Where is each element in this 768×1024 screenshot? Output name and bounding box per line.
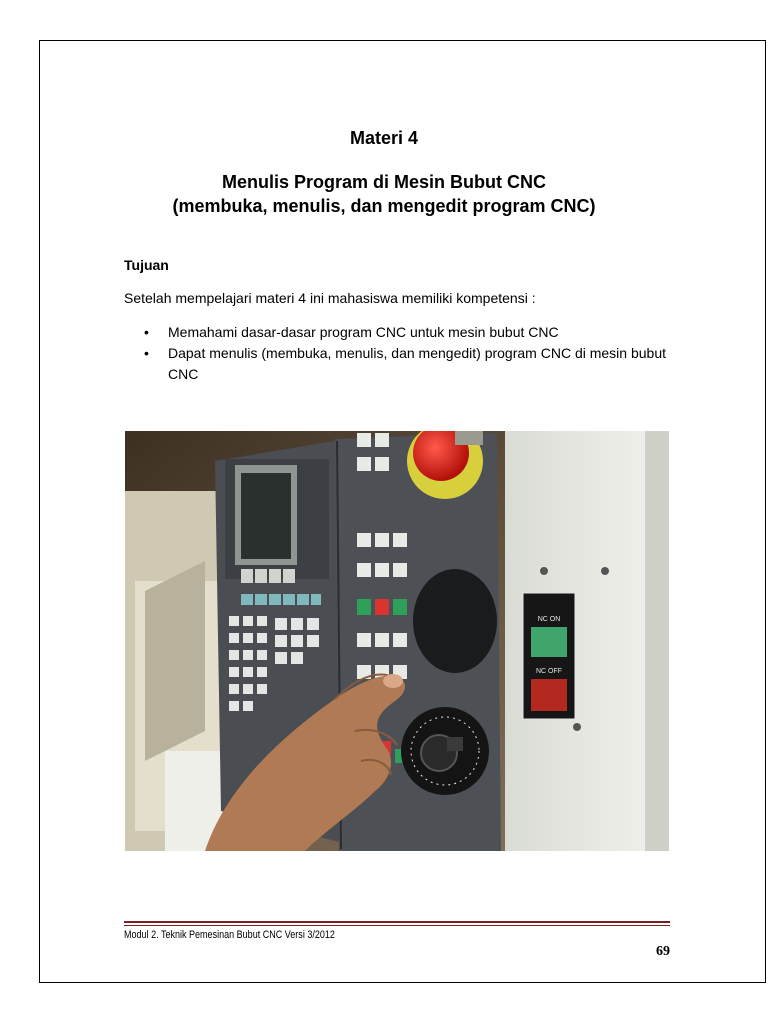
objectives-list (124, 322, 684, 385)
list-item (124, 322, 684, 343)
list-item (124, 343, 684, 385)
cnc-photo-illustration (125, 431, 669, 851)
footer-divider (124, 921, 670, 923)
footer-divider-thin (124, 925, 670, 926)
subtitle-line-2: (membuka, menulis, dan mengedit program CNC) (172, 196, 596, 216)
page-subtitle (0, 170, 768, 218)
objective-text: Dapat menulis (membuka, menulis, dan mengedit) program CNC di mesin bubut CNC (168, 345, 666, 382)
nc-off-label: NC OFF (535, 668, 563, 675)
bullet-icon: • (144, 345, 149, 361)
subtitle-line-1: Menulis Program di Mesin Bubut CNC (221, 172, 547, 192)
intro-paragraph: Setelah mempelajari materi 4 ini mahasiswa memiliki kompetensi : (124, 290, 536, 306)
nc-on-label: NC ON (537, 616, 561, 623)
objective-text: Memahami dasar-dasar program CNC untuk mesin bubut CNC (168, 324, 559, 340)
footer-module-text: Modul 2. Teknik Pemesinan Bubut CNC Versi 3/2012 (124, 929, 335, 941)
section-heading: Tujuan (124, 257, 169, 273)
page-number: 69 (656, 944, 670, 959)
page-title: Materi 4 (349, 128, 419, 148)
cnc-control-panel-photo (125, 431, 669, 851)
bullet-icon: • (144, 324, 149, 340)
